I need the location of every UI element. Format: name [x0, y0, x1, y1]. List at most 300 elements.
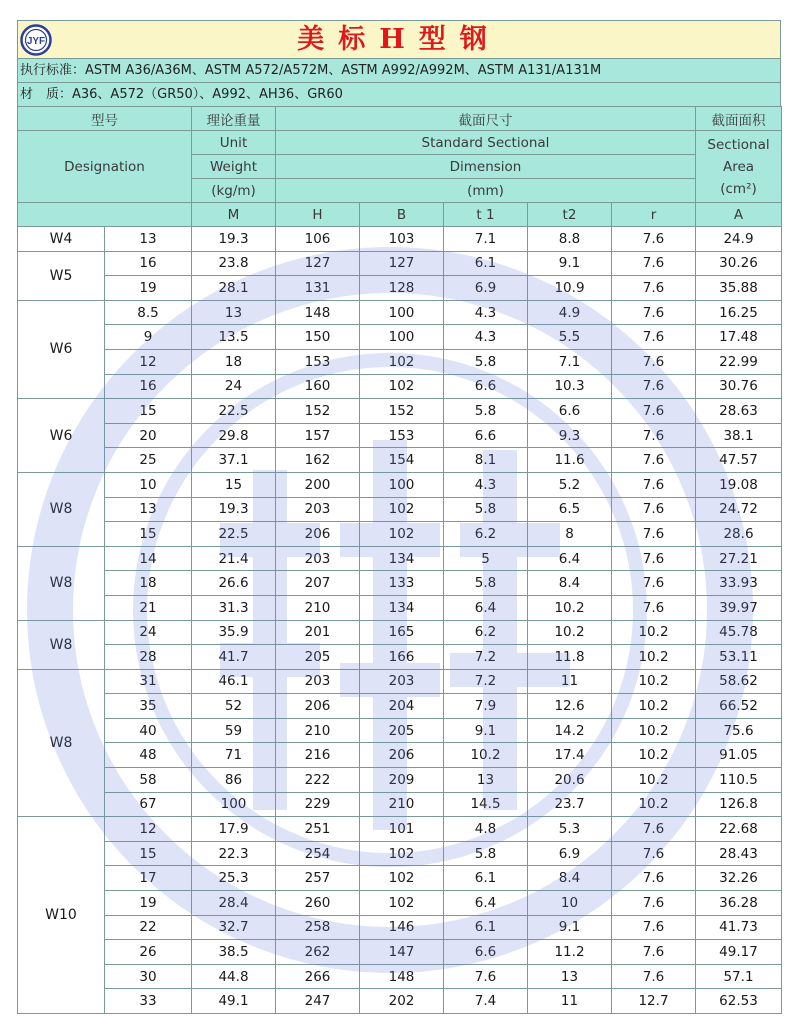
- value-cell: 7.4: [444, 989, 528, 1014]
- table-row: [18, 571, 782, 596]
- value-cell: 9.1: [528, 915, 612, 940]
- value-cell: 22.68: [696, 817, 782, 842]
- value-cell: 205: [276, 645, 360, 670]
- value-cell: 7.6: [612, 472, 696, 497]
- value-cell: 10.2: [612, 718, 696, 743]
- value-cell: 222: [276, 768, 360, 793]
- size-cell: 15: [105, 841, 192, 866]
- value-cell: 7.6: [612, 841, 696, 866]
- value-cell: 100: [192, 792, 276, 817]
- value-cell: 153: [276, 349, 360, 374]
- designation-cell: W4: [18, 227, 105, 252]
- value-cell: 6.4: [444, 595, 528, 620]
- value-cell: 11: [528, 669, 612, 694]
- value-cell: 205: [360, 718, 444, 743]
- value-cell: 6.9: [444, 276, 528, 301]
- value-cell: 102: [360, 891, 444, 916]
- standard-line: 执行标准：ASTM A36/A36M、ASTM A572/A572M、ASTM A992/A992M、ASTM A131/A131M: [17, 58, 781, 82]
- value-cell: 150: [276, 325, 360, 350]
- value-cell: 46.1: [192, 669, 276, 694]
- value-cell: 210: [360, 792, 444, 817]
- value-cell: 207: [276, 571, 360, 596]
- header-sectional: Sectional: [707, 136, 770, 153]
- value-cell: 32.26: [696, 866, 782, 891]
- value-cell: 8: [528, 522, 612, 547]
- value-cell: 9.3: [528, 423, 612, 448]
- value-cell: 102: [360, 374, 444, 399]
- value-cell: 13.5: [192, 325, 276, 350]
- value-cell: 7.6: [612, 595, 696, 620]
- value-cell: 5.5: [528, 325, 612, 350]
- value-cell: 102: [360, 349, 444, 374]
- value-cell: 21.4: [192, 546, 276, 571]
- value-cell: 17.9: [192, 817, 276, 842]
- value-cell: 41.7: [192, 645, 276, 670]
- size-cell: 24: [105, 620, 192, 645]
- table-row: [18, 989, 782, 1014]
- size-cell: 26: [105, 940, 192, 965]
- table-row: [18, 595, 782, 620]
- table-row: [18, 448, 782, 473]
- value-cell: 13: [528, 964, 612, 989]
- value-cell: 8.4: [528, 866, 612, 891]
- col-r: r: [612, 203, 696, 227]
- value-cell: 10.2: [528, 620, 612, 645]
- value-cell: 11.8: [528, 645, 612, 670]
- value-cell: 7.6: [612, 251, 696, 276]
- size-cell: 35: [105, 694, 192, 719]
- header-unit: Unit: [192, 131, 276, 155]
- value-cell: 247: [276, 989, 360, 1014]
- table-row: [18, 374, 782, 399]
- value-cell: 102: [360, 841, 444, 866]
- value-cell: 8.4: [528, 571, 612, 596]
- value-cell: 6.1: [444, 251, 528, 276]
- value-cell: 4.3: [444, 325, 528, 350]
- table-header: [18, 107, 782, 227]
- value-cell: 10.2: [612, 694, 696, 719]
- value-cell: 262: [276, 940, 360, 965]
- designation-cell: W8: [18, 620, 105, 669]
- value-cell: 146: [360, 915, 444, 940]
- col-m: M: [192, 203, 276, 227]
- value-cell: 9.1: [528, 251, 612, 276]
- value-cell: 7.2: [444, 669, 528, 694]
- value-cell: 19.08: [696, 472, 782, 497]
- value-cell: 134: [360, 546, 444, 571]
- value-cell: 49.1: [192, 989, 276, 1014]
- value-cell: 101: [360, 817, 444, 842]
- value-cell: 160: [276, 374, 360, 399]
- value-cell: 152: [360, 399, 444, 424]
- value-cell: 7.6: [612, 300, 696, 325]
- size-cell: 21: [105, 595, 192, 620]
- value-cell: 39.97: [696, 595, 782, 620]
- value-cell: 103: [360, 227, 444, 252]
- value-cell: 38.5: [192, 940, 276, 965]
- value-cell: 5.8: [444, 349, 528, 374]
- header-designation: Designation: [18, 131, 192, 203]
- value-cell: 15: [192, 472, 276, 497]
- value-cell: 5.8: [444, 841, 528, 866]
- value-cell: 35.88: [696, 276, 782, 301]
- value-cell: 152: [276, 399, 360, 424]
- value-cell: 10.2: [612, 645, 696, 670]
- designation-cell: W6: [18, 300, 105, 398]
- value-cell: 100: [360, 300, 444, 325]
- value-cell: 5.8: [444, 497, 528, 522]
- material-line: 材 质：A36、A572（GR50）、A992、AH36、GR60: [17, 82, 781, 106]
- size-cell: 13: [105, 227, 192, 252]
- value-cell: 7.6: [612, 276, 696, 301]
- value-cell: 7.6: [612, 227, 696, 252]
- value-cell: 4.8: [444, 817, 528, 842]
- size-cell: 18: [105, 571, 192, 596]
- value-cell: 13: [444, 768, 528, 793]
- value-cell: 6.9: [528, 841, 612, 866]
- value-cell: 7.6: [612, 964, 696, 989]
- value-cell: 100: [360, 472, 444, 497]
- value-cell: 66.52: [696, 694, 782, 719]
- table-row: [18, 915, 782, 940]
- value-cell: 147: [360, 940, 444, 965]
- value-cell: 8.1: [444, 448, 528, 473]
- col-t1: t 1: [444, 203, 528, 227]
- value-cell: 203: [276, 546, 360, 571]
- value-cell: 23.7: [528, 792, 612, 817]
- value-cell: 7.6: [612, 349, 696, 374]
- value-cell: 6.1: [444, 866, 528, 891]
- value-cell: 17.48: [696, 325, 782, 350]
- table-body: [18, 227, 782, 1014]
- table-row: [18, 620, 782, 645]
- value-cell: 22.99: [696, 349, 782, 374]
- header-blank: [18, 203, 192, 227]
- value-cell: 8.8: [528, 227, 612, 252]
- size-cell: 15: [105, 522, 192, 547]
- value-cell: 258: [276, 915, 360, 940]
- table-row: [18, 251, 782, 276]
- value-cell: 14.5: [444, 792, 528, 817]
- value-cell: 62.53: [696, 989, 782, 1014]
- value-cell: 47.57: [696, 448, 782, 473]
- value-cell: 6.5: [528, 497, 612, 522]
- value-cell: 26.6: [192, 571, 276, 596]
- table-row: [18, 817, 782, 842]
- value-cell: 9.1: [444, 718, 528, 743]
- value-cell: 102: [360, 522, 444, 547]
- value-cell: 36.28: [696, 891, 782, 916]
- value-cell: 10.2: [444, 743, 528, 768]
- table-row: [18, 768, 782, 793]
- value-cell: 7.2: [444, 645, 528, 670]
- value-cell: 165: [360, 620, 444, 645]
- table-row: [18, 300, 782, 325]
- size-cell: 17: [105, 866, 192, 891]
- value-cell: 7.6: [612, 325, 696, 350]
- value-cell: 13: [192, 300, 276, 325]
- value-cell: 133: [360, 571, 444, 596]
- value-cell: 71: [192, 743, 276, 768]
- header-area: Area: [722, 158, 755, 175]
- value-cell: 18: [192, 349, 276, 374]
- table-row: [18, 227, 782, 252]
- value-cell: 203: [276, 669, 360, 694]
- value-cell: 10: [528, 891, 612, 916]
- value-cell: 28.43: [696, 841, 782, 866]
- value-cell: 58.62: [696, 669, 782, 694]
- table-row: [18, 669, 782, 694]
- value-cell: 4.3: [444, 472, 528, 497]
- value-cell: 10.3: [528, 374, 612, 399]
- size-cell: 67: [105, 792, 192, 817]
- value-cell: 37.1: [192, 448, 276, 473]
- value-cell: 102: [360, 866, 444, 891]
- value-cell: 7.6: [612, 891, 696, 916]
- value-cell: 7.6: [612, 915, 696, 940]
- value-cell: 153: [360, 423, 444, 448]
- value-cell: 12.7: [612, 989, 696, 1014]
- value-cell: 14.2: [528, 718, 612, 743]
- value-cell: 6.1: [444, 915, 528, 940]
- value-cell: 30.26: [696, 251, 782, 276]
- value-cell: 266: [276, 964, 360, 989]
- value-cell: 19.3: [192, 227, 276, 252]
- size-cell: 22: [105, 915, 192, 940]
- value-cell: 28.63: [696, 399, 782, 424]
- size-cell: 30: [105, 964, 192, 989]
- header-sectional-area: [696, 131, 782, 203]
- value-cell: 35.9: [192, 620, 276, 645]
- value-cell: 6.4: [444, 891, 528, 916]
- designation-cell: W8: [18, 669, 105, 817]
- size-cell: 48: [105, 743, 192, 768]
- value-cell: 10.2: [612, 743, 696, 768]
- value-cell: 216: [276, 743, 360, 768]
- size-cell: 15: [105, 399, 192, 424]
- col-a: A: [696, 203, 782, 227]
- value-cell: 148: [276, 300, 360, 325]
- value-cell: 126.8: [696, 792, 782, 817]
- value-cell: 257: [276, 866, 360, 891]
- spec-table: [17, 106, 782, 1014]
- value-cell: 12.6: [528, 694, 612, 719]
- value-cell: 10.2: [612, 669, 696, 694]
- value-cell: 24.72: [696, 497, 782, 522]
- value-cell: 254: [276, 841, 360, 866]
- value-cell: 206: [360, 743, 444, 768]
- value-cell: 106: [276, 227, 360, 252]
- value-cell: 100: [360, 325, 444, 350]
- value-cell: 204: [360, 694, 444, 719]
- value-cell: 206: [276, 694, 360, 719]
- value-cell: 127: [276, 251, 360, 276]
- value-cell: 7.6: [612, 423, 696, 448]
- value-cell: 127: [360, 251, 444, 276]
- table-row: [18, 841, 782, 866]
- value-cell: 7.9: [444, 694, 528, 719]
- value-cell: 29.8: [192, 423, 276, 448]
- header-weight: Weight: [192, 155, 276, 179]
- table-row: [18, 940, 782, 965]
- value-cell: 10.2: [612, 768, 696, 793]
- col-b: B: [360, 203, 444, 227]
- table-row: [18, 325, 782, 350]
- value-cell: 25.3: [192, 866, 276, 891]
- table-row: [18, 792, 782, 817]
- value-cell: 154: [360, 448, 444, 473]
- value-cell: 229: [276, 792, 360, 817]
- value-cell: 10.2: [528, 595, 612, 620]
- size-cell: 31: [105, 669, 192, 694]
- value-cell: 6.4: [528, 546, 612, 571]
- size-cell: 28: [105, 645, 192, 670]
- value-cell: 5.3: [528, 817, 612, 842]
- value-cell: 16.25: [696, 300, 782, 325]
- value-cell: 7.6: [612, 571, 696, 596]
- header-standard-sectional: Standard Sectional: [276, 131, 696, 155]
- size-cell: 12: [105, 817, 192, 842]
- value-cell: 148: [360, 964, 444, 989]
- table-row: [18, 694, 782, 719]
- value-cell: 200: [276, 472, 360, 497]
- table-row: [18, 964, 782, 989]
- value-cell: 134: [360, 595, 444, 620]
- value-cell: 7.6: [444, 964, 528, 989]
- value-cell: 19.3: [192, 497, 276, 522]
- value-cell: 157: [276, 423, 360, 448]
- value-cell: 7.1: [528, 349, 612, 374]
- table-row: [18, 522, 782, 547]
- size-cell: 13: [105, 497, 192, 522]
- value-cell: 30.76: [696, 374, 782, 399]
- value-cell: 162: [276, 448, 360, 473]
- value-cell: 203: [360, 669, 444, 694]
- value-cell: 38.1: [696, 423, 782, 448]
- value-cell: 22.5: [192, 522, 276, 547]
- table-row: [18, 546, 782, 571]
- value-cell: 4.9: [528, 300, 612, 325]
- value-cell: 6.2: [444, 522, 528, 547]
- spec-sheet: [17, 20, 781, 1014]
- col-t2: t2: [528, 203, 612, 227]
- value-cell: 24: [192, 374, 276, 399]
- value-cell: 10.2: [612, 620, 696, 645]
- size-cell: 10: [105, 472, 192, 497]
- header-dimension-cn: 截面尺寸: [276, 107, 696, 131]
- table-row: [18, 866, 782, 891]
- table-row: [18, 349, 782, 374]
- value-cell: 28.1: [192, 276, 276, 301]
- table-row: [18, 718, 782, 743]
- header-area-cn: 截面面积: [696, 107, 782, 131]
- value-cell: 11: [528, 989, 612, 1014]
- size-cell: 33: [105, 989, 192, 1014]
- value-cell: 5.8: [444, 571, 528, 596]
- value-cell: 23.8: [192, 251, 276, 276]
- header-weight-unit: (kg/m): [192, 179, 276, 203]
- value-cell: 6.6: [444, 940, 528, 965]
- value-cell: 49.17: [696, 940, 782, 965]
- logo-text: JYF: [26, 36, 46, 47]
- value-cell: 7.6: [612, 374, 696, 399]
- size-cell: 9: [105, 325, 192, 350]
- header-model: 型号: [18, 107, 192, 131]
- value-cell: 210: [276, 595, 360, 620]
- value-cell: 5.8: [444, 399, 528, 424]
- value-cell: 5: [444, 546, 528, 571]
- value-cell: 91.05: [696, 743, 782, 768]
- value-cell: 201: [276, 620, 360, 645]
- designation-cell: W8: [18, 472, 105, 546]
- value-cell: 52: [192, 694, 276, 719]
- value-cell: 206: [276, 522, 360, 547]
- value-cell: 22.3: [192, 841, 276, 866]
- value-cell: 7.6: [612, 817, 696, 842]
- designation-cell: W5: [18, 251, 105, 300]
- value-cell: 202: [360, 989, 444, 1014]
- value-cell: 22.5: [192, 399, 276, 424]
- value-cell: 6.6: [528, 399, 612, 424]
- value-cell: 7.6: [612, 940, 696, 965]
- value-cell: 102: [360, 497, 444, 522]
- table-row: [18, 472, 782, 497]
- designation-cell: W8: [18, 546, 105, 620]
- value-cell: 86: [192, 768, 276, 793]
- size-cell: 58: [105, 768, 192, 793]
- value-cell: 33.93: [696, 571, 782, 596]
- value-cell: 24.9: [696, 227, 782, 252]
- value-cell: 59: [192, 718, 276, 743]
- value-cell: 6.2: [444, 620, 528, 645]
- size-cell: 25: [105, 448, 192, 473]
- value-cell: 7.6: [612, 866, 696, 891]
- value-cell: 7.6: [612, 522, 696, 547]
- value-cell: 11.2: [528, 940, 612, 965]
- value-cell: 27.21: [696, 546, 782, 571]
- header-weight-cn: 理论重量: [192, 107, 276, 131]
- table-row: [18, 743, 782, 768]
- value-cell: 251: [276, 817, 360, 842]
- col-h: H: [276, 203, 360, 227]
- value-cell: 260: [276, 891, 360, 916]
- value-cell: 6.6: [444, 374, 528, 399]
- size-cell: 14: [105, 546, 192, 571]
- header-area-unit: (cm²): [720, 180, 757, 197]
- value-cell: 17.4: [528, 743, 612, 768]
- size-cell: 20: [105, 423, 192, 448]
- size-cell: 40: [105, 718, 192, 743]
- header-dimension: Dimension: [276, 155, 696, 179]
- value-cell: 4.3: [444, 300, 528, 325]
- designation-cell: W6: [18, 399, 105, 473]
- value-cell: 7.6: [612, 448, 696, 473]
- value-cell: 7.6: [612, 546, 696, 571]
- value-cell: 28.4: [192, 891, 276, 916]
- size-cell: 19: [105, 891, 192, 916]
- designation-cell: W10: [18, 817, 105, 1014]
- size-cell: 8.5: [105, 300, 192, 325]
- value-cell: 57.1: [696, 964, 782, 989]
- value-cell: 5.2: [528, 472, 612, 497]
- table-row: [18, 497, 782, 522]
- table-row: [18, 423, 782, 448]
- table-row: [18, 399, 782, 424]
- value-cell: 210: [276, 718, 360, 743]
- value-cell: 6.6: [444, 423, 528, 448]
- value-cell: 110.5: [696, 768, 782, 793]
- value-cell: 32.7: [192, 915, 276, 940]
